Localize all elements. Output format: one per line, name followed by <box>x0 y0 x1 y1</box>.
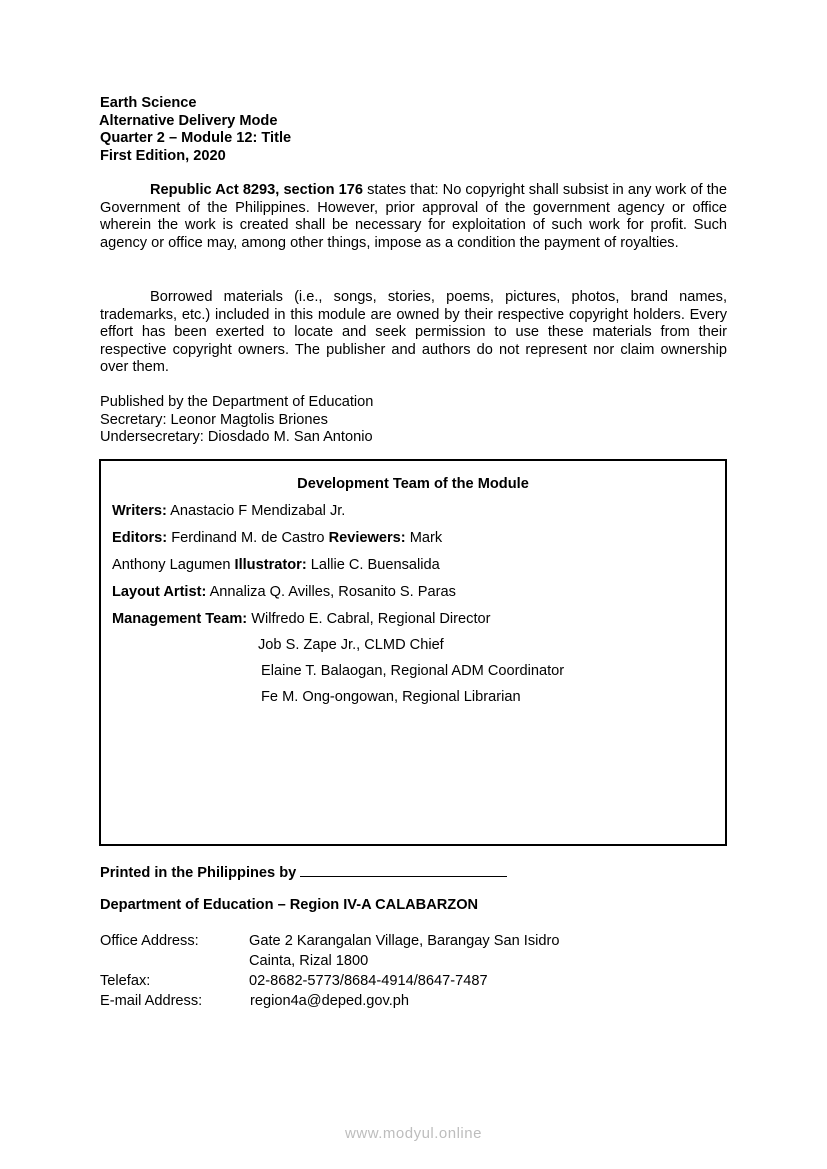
illustrator-line <box>112 557 440 573</box>
editors-names: Ferdinand M. de Castro <box>167 530 329 546</box>
module-header <box>100 95 291 165</box>
published-by: Published by the Department of Education <box>100 394 374 410</box>
subject-title: Earth Science <box>100 95 197 111</box>
management-line <box>112 611 490 627</box>
illustrator-name: Lallie C. Buensalida <box>306 557 440 573</box>
printed-by-line <box>100 862 507 881</box>
management-label: Management Team: <box>112 611 248 627</box>
writers-label: Writers: <box>112 503 167 519</box>
copyright-law-reference: Republic Act 8293, section 176 <box>150 182 363 198</box>
reviewers-names-part2: Anthony Lagumen <box>112 557 235 573</box>
borrowed-materials-paragraph <box>100 289 727 377</box>
writers-names: Anastacio F Mendizabal Jr. <box>166 503 346 519</box>
management-member: Wilfredo E. Cabral, Regional Director <box>251 611 491 627</box>
writers-line <box>112 503 345 519</box>
development-team-title: Development Team of the Module <box>297 476 529 492</box>
watermark: www.modyul.online <box>345 1125 482 1142</box>
office-address-label: Office Address: <box>100 933 199 949</box>
management-member: Elaine T. Balaogan, Regional ADM Coordinator <box>261 663 565 679</box>
reviewers-names-part1: Mark <box>405 530 443 546</box>
publisher-info <box>100 394 373 447</box>
email-value: region4a@deped.gov.ph <box>250 993 409 1009</box>
editors-line <box>112 530 442 546</box>
region-title: Department of Education – Region IV-A CALABARZON <box>100 897 479 913</box>
layout-artist-label: Layout Artist: <box>112 584 207 600</box>
layout-artist-line <box>112 584 456 600</box>
development-team-box <box>99 459 727 846</box>
module-title: Quarter 2 – Module 12: Title <box>100 130 292 146</box>
edition: First Edition, 2020 <box>100 147 226 164</box>
reviewers-label: Reviewers: <box>328 530 406 546</box>
copyright-paragraph <box>100 182 727 252</box>
email-label: E-mail Address: <box>100 993 203 1009</box>
management-member: Fe M. Ong-ongowan, Regional Librarian <box>261 689 521 705</box>
copyright-text: states that: No copyright shall subsist in any work of the Government of the Philippines. However, prior approval of the government agency or office wherein the work is created shall be necessary for exploitation of such work for profit. Such agency or office may, among other things, impose as a condition the payment of royalties. <box>100 182 727 251</box>
borrowed-materials-text: Borrowed materials (i.e., songs, stories, poems, pictures, photos, brand names, trademarks, etc.) included in this module are owned by their respective copyright holders. Every effort has been exerted to locate and seek permission to use these materials from their respective copyright owners. The publisher and authors do not represent nor claim ownership over them. <box>100 289 727 376</box>
secretary: Secretary: Leonor Magtolis Briones <box>100 411 328 428</box>
delivery-mode: Alternative Delivery Mode <box>99 112 278 129</box>
management-member: Job S. Zape Jr., CLMD Chief <box>258 637 444 653</box>
telefax-value: 02-8682-5773/8684-4914/8647-7487 <box>249 973 488 989</box>
editors-label: Editors: <box>112 530 168 546</box>
office-address-line2: Cainta, Rizal 1800 <box>249 953 369 969</box>
office-address-line1: Gate 2 Karangalan Village, Barangay San Isidro <box>249 933 560 949</box>
printed-by-label: Printed in the Philippines by <box>100 865 297 881</box>
printer-blank <box>300 862 507 877</box>
undersecretary: Undersecretary: Diosdado M. San Antonio <box>100 429 373 446</box>
illustrator-label: Illustrator: <box>234 557 307 573</box>
telefax-label: Telefax: <box>100 973 151 989</box>
layout-artist-names: Annaliza Q. Avilles, Rosanito S. Paras <box>206 584 456 600</box>
